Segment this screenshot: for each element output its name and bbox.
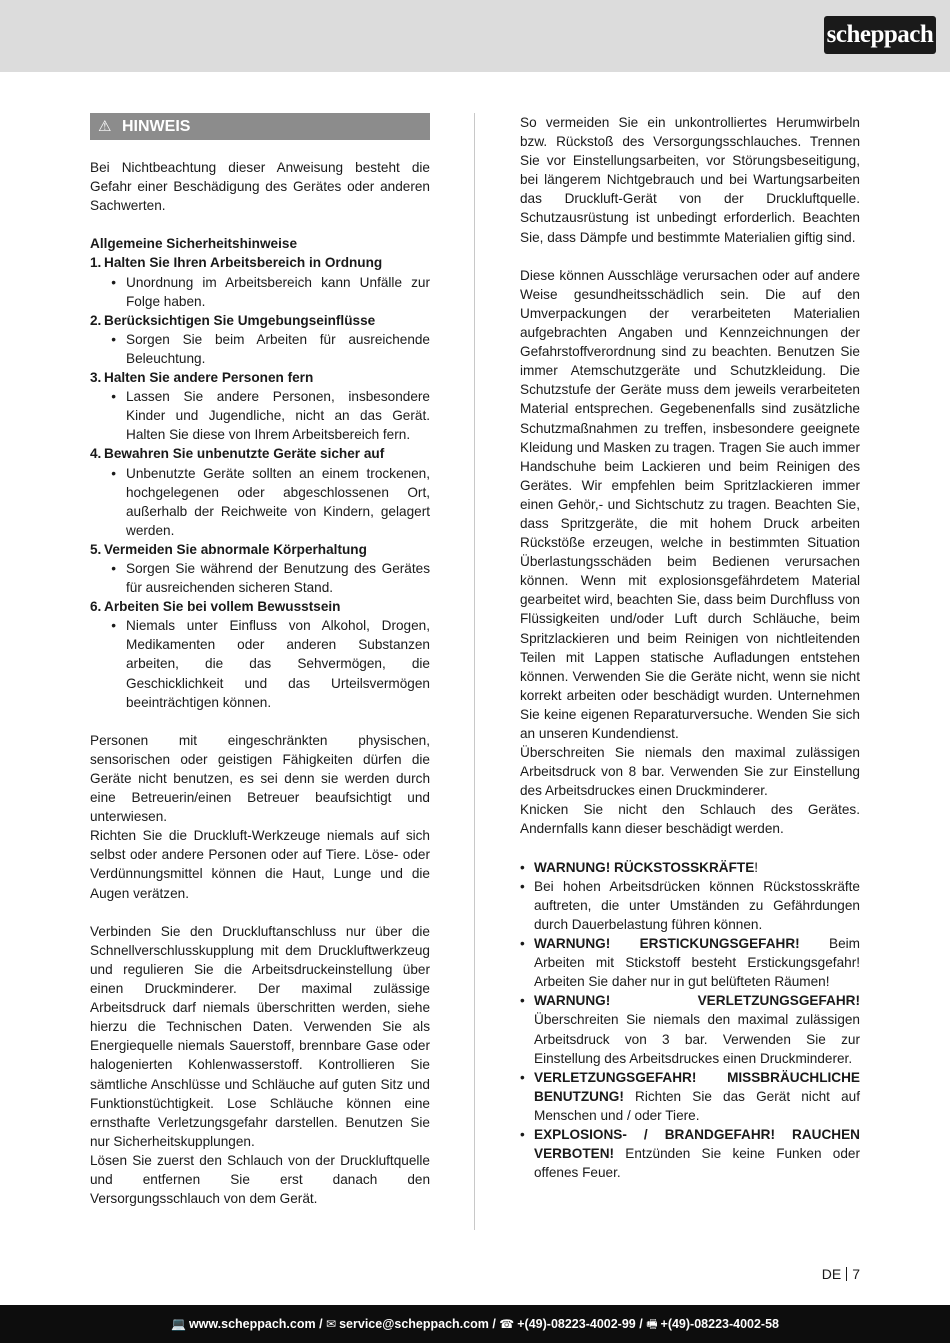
page-number bbox=[822, 1265, 860, 1283]
warning-text: Überschreiten Sie niemals den maximal zulässigen Arbeitsdruck von 3 bar. Verwenden Sie zur Einstellung des Arbeitsdruckes einen Druckminderer. bbox=[534, 1012, 860, 1066]
safety-item-title: Halten Sie andere Personen fern bbox=[104, 370, 314, 386]
fax-icon: 🖷 bbox=[646, 1317, 658, 1331]
warning-item: • WARNUNG! VERLETZUNGSGEFAHR! Überschreiten Sie niemals den maximal zulässigen Arbeitsdruck von 3 bar. Verwenden Sie zur Einstellung des Arbeitsdruckes einen Druckminderer. bbox=[520, 993, 860, 1066]
warning-item: • EXPLOSIONS- / BRANDGEFAHR! RAUCHEN VERBOTEN! Entzünden Sie keine Funken oder offenes Feuer. bbox=[520, 1126, 860, 1181]
footer-bar: 💻 www.scheppach.com / ✉ service@scheppach.com / ☎ +(49)-08223-4002-99 / 🖷 +(49)-08223-4002-58 bbox=[0, 1305, 950, 1343]
paragraph: Knicken Sie nicht den Schlauch des Gerätes. Andernfalls kann dieser beschädigt werden. bbox=[520, 802, 860, 837]
warning-triangle-icon: ⚠ bbox=[98, 118, 112, 135]
warning-label: EXPLOSIONS- / BRANDGEFAHR! RAUCHEN VERBOTEN! bbox=[534, 1126, 860, 1162]
safety-item: 4. Bewahren Sie unbenutzte Geräte sicher auf • Unbenutzte Geräte sollten an einem trockenen, hochgelegenen oder abgeschlossenen Ort, außerhalb der Reichweite von Kindern, gelagert werden. bbox=[90, 444, 430, 539]
footer-fax: +(49)-08223-4002-58 bbox=[660, 1317, 780, 1331]
phone-icon: ☎ bbox=[499, 1317, 515, 1331]
warning-item: • WARNUNG! RÜCKSTOSSKRÄFTE! bbox=[520, 859, 759, 875]
safety-item-text: Unordnung im Arbeitsbereich kann Unfälle zur Folge haben. bbox=[126, 274, 430, 309]
safety-item-title: Halten Sie Ihren Arbeitsbereich in Ordnung bbox=[104, 255, 383, 271]
safety-item-title: Vermeiden Sie abnormale Körperhaltung bbox=[104, 541, 367, 557]
safety-item-text: Lassen Sie andere Personen, insbesondere Kinder und Jugendliche, nicht an das Gerät. Halten Sie diese von Ihrem Arbeitsbereich fern. bbox=[126, 389, 430, 443]
footer-website[interactable]: www.scheppach.com bbox=[188, 1317, 316, 1331]
scheppach-logo: scheppach bbox=[824, 16, 936, 54]
header-band bbox=[0, 0, 950, 72]
warning-label: VERLETZUNGSGEFAHR! MISSBRÄUCHLICHE BENUTZUNG! bbox=[534, 1069, 860, 1104]
warning-item: • Bei hohen Arbeitsdrücken können Rückstosskräfte auftreten, die unter Umständen zu Gefährdungen durch Dauerbelastung führen können. bbox=[520, 878, 860, 932]
paragraph: So vermeiden Sie ein unkontrolliertes Herumwirbeln bzw. Rückstoß des Versorgungsschlauches. Trennen Sie vor Einstellungsarbeiten, vor Störungsbeseitigung, bei längerem Nichtgebrauch und bei Wartungsarbeiten das Druckluft-Gerät von der Druckluftquelle. Schutzausrüstung ist unbedingt erforderlich. Beachten Sie, dass Dämpfe und bestimmte Materialien giftig sind. bbox=[520, 115, 860, 245]
paragraph: Lösen Sie zuerst den Schlauch von der Druckluftquelle und entfernen Sie erst danach den Versorgungsschlauch von dem Gerät. bbox=[90, 1152, 430, 1207]
paragraph: Richten Sie die Druckluft-Werkzeuge niemals auf sich selbst oder andere Personen oder auf Tiere. Löse- oder Verdünnungsmittel können die Haut, Lunge und die Augen verätzen. bbox=[90, 828, 430, 901]
warning-text: Beim Arbeiten mit Stickstoff besteht Erstickungsgefahr! Arbeiten Sie daher nur in gut belüfteten Räumen! bbox=[534, 936, 860, 990]
footer-phone: +(49)-08223-4002-99 bbox=[517, 1317, 636, 1331]
paragraph: Überschreiten Sie niemals den maximal zulässigen Arbeitsdruck von 8 bar. Verwenden Sie zur Einstellung des Arbeitsdruckes einen Druckminderer. bbox=[520, 745, 860, 799]
notice-header bbox=[90, 113, 430, 140]
safety-item-title: Berücksichtigen Sie Umgebungseinflüsse bbox=[104, 312, 376, 328]
column-divider bbox=[474, 113, 475, 1230]
warning-text: Richten Sie das Gerät nicht auf Menschen und / oder Tiere. bbox=[534, 1088, 860, 1123]
safety-item: 3. Halten Sie andere Personen fern • Lassen Sie andere Personen, insbesondere Kinder und Jugendliche, nicht an das Gerät. Halten Sie diese von Ihrem Arbeitsbereich fern. bbox=[90, 368, 430, 444]
paragraph: Diese können Ausschläge verursachen oder auf andere Weise gesundheitsschädlich sein. Die auf den Umverpackungen der verarbeiteten Materialien aufgebrachten Angaben und Kennzeichnungen der Gefahrstoffverordnung sind zu beachten. Benutzen Sie immer Atemschutzgeräte und Schutzkleidung. Die Schutzstufe der Geräte muss dem jeweils verarbeiteten Material entsprechen. Gegebenenfalls sind zusätzliche Schutzmaßnahmen zu treffen, insbesondere geeignete Kleidung und Masken zu tragen. Tragen Sie auch immer Handschuhe beim Lackieren und beim Reinigen des Gerätes. Wir empfehlen beim Spritzlackieren immer einen Gehör,- und Sichtschutz zu tragen. Beachten Sie, dass Spritzgeräte, die mit hohem Druck arbeiten Rückstöße erzeugen, welche in bestimmten Situation Überlastungsschäden beim Bedienen verursachen können. Wenn mit explosionsgefährdetem Material gearbeitet wird, beachten Sie, dass beim Durchfluss von Flüssigkeiten und/oder Luft durch Schläuche, beim Spritzlackieren und beim Reinigen von nichtleitenden Teilen mit Lappen statische Aufladungen entstehen können. Verwenden Sie die Geräte nicht, wenn sie nicht korrekt arbeiten oder beschädigt wurden. Unternehmen Sie keine eigenen Reparaturversuche. Wenden Sie sich an unseren Kundendienst. bbox=[520, 267, 860, 741]
right-column bbox=[520, 113, 860, 1182]
page-language: DE bbox=[821, 1266, 842, 1282]
notice-title: HINWEIS bbox=[122, 118, 191, 135]
safety-item-text: Niemals unter Einfluss von Alkohol, Drogen, Medikamenten oder anderen Substanzen arbeiten, die das Sehvermögen, die Geschicklichkeit und das Urteilsvermögen beeinträchtigen können. bbox=[126, 618, 430, 710]
page-number-value: 7 bbox=[852, 1266, 860, 1282]
warning-text: Bei hohen Arbeitsdrücken können Rückstosskräfte auftreten, die unter Umständen zu Gefährdungen durch Dauerbelastung führen können. bbox=[534, 878, 860, 932]
safety-item: 2. Berücksichtigen Sie Umgebungseinflüsse • Sorgen Sie beim Arbeiten für ausreichende Beleuchtung. bbox=[90, 311, 430, 368]
notice-text: Bei Nichtbeachtung dieser Anweisung besteht die Gefahr einer Beschädigung des Gerätes oder anderen Sachwerten. bbox=[90, 160, 430, 214]
paragraph: Verbinden Sie den Druckluftanschluss nur über die Schnellverschlusskupplung mit dem Druckluftwerkzeug und regulieren Sie die Arbeitsdruckeinstellung über einen Druckminderer. Der maximal zulässige Arbeitsdruck darf niemals überschritten werden, siehe hierzu die Technischen Daten. Verwenden Sie als Energiequelle niemals Sauerstoff, brennbare Gase oder halogenierten Kohlenwasserstoff. Kontrollieren Sie sämtliche Anschlüsse und Schläuche auf guten Sitz und Funktionstüchtigkeit. Lose Schläuche können eine ernsthafte Verletzungsgefahr darstellen. Benutzen Sie nur Sicherheitskupplungen. bbox=[90, 923, 430, 1149]
safety-item-text: Sorgen Sie beim Arbeiten für ausreichende Beleuchtung. bbox=[126, 331, 430, 366]
safety-item: 1. Halten Sie Ihren Arbeitsbereich in Ordnung • Unordnung im Arbeitsbereich kann Unfälle zur Folge haben. bbox=[90, 253, 430, 310]
safety-item-title: Arbeiten Sie bei vollem Bewusstsein bbox=[104, 599, 341, 615]
safety-item: 5. Vermeiden Sie abnormale Körperhaltung • Sorgen Sie während der Benutzung des Gerätes für ausreichenden sicheren Stand. bbox=[90, 540, 430, 597]
left-column bbox=[90, 113, 430, 1208]
computer-icon: 💻 bbox=[170, 1317, 186, 1331]
safety-item-text: Unbenutzte Geräte sollten an einem trockenen, hochgelegenen oder abgeschlossenen Ort, außerhalb der Reichweite von Kindern, gelagert werden. bbox=[126, 465, 430, 538]
paragraph: Personen mit eingeschränkten physischen, sensorischen oder geistigen Fähigkeiten dürfen die Geräte nicht benutzen, es sei denn sie werden durch eine Betreuerin/einen Betreuer beaufsichtigt und unterwiesen. bbox=[90, 732, 430, 825]
warning-label: WARNUNG! ERSTICKUNGSGEFAHR! bbox=[534, 936, 800, 952]
safety-item: 6. Arbeiten Sie bei vollem Bewusstsein • Niemals unter Einfluss von Alkohol, Drogen, Medikamenten oder anderen Substanzen arbeiten, die das Sehvermögen, die Geschicklichkeit und das Urteilsvermögen beeinträchtigen können. bbox=[90, 597, 430, 712]
general-safety-title: Allgemeine Sicherheitshinweise bbox=[90, 236, 297, 252]
email-icon: ✉ bbox=[326, 1317, 337, 1331]
warning-item: • WARNUNG! ERSTICKUNGSGEFAHR! Beim Arbeiten mit Stickstoff besteht Erstickungsgefahr! Arbeiten Sie daher nur in gut belüfteten Räumen! bbox=[520, 936, 860, 990]
warning-item: • VERLETZUNGSGEFAHR! MISSBRÄUCHLICHE BENUTZUNG! Richten Sie das Gerät nicht auf Menschen und / oder Tiere. bbox=[520, 1069, 860, 1123]
warning-label: WARNUNG! VERLETZUNGSGEFAHR! bbox=[534, 993, 860, 1009]
safety-item-text: Sorgen Sie während der Benutzung des Gerätes für ausreichenden sicheren Stand. bbox=[126, 560, 430, 596]
warning-text: ! bbox=[754, 859, 759, 875]
safety-item-title: Bewahren Sie unbenutzte Geräte sicher auf bbox=[104, 446, 385, 462]
warning-text: Entzünden Sie keine Funken oder offenes Feuer. bbox=[534, 1146, 860, 1181]
warning-label: WARNUNG! RÜCKSTOSSKRÄFTE bbox=[534, 859, 755, 875]
footer-email[interactable]: service@scheppach.com bbox=[339, 1317, 489, 1331]
